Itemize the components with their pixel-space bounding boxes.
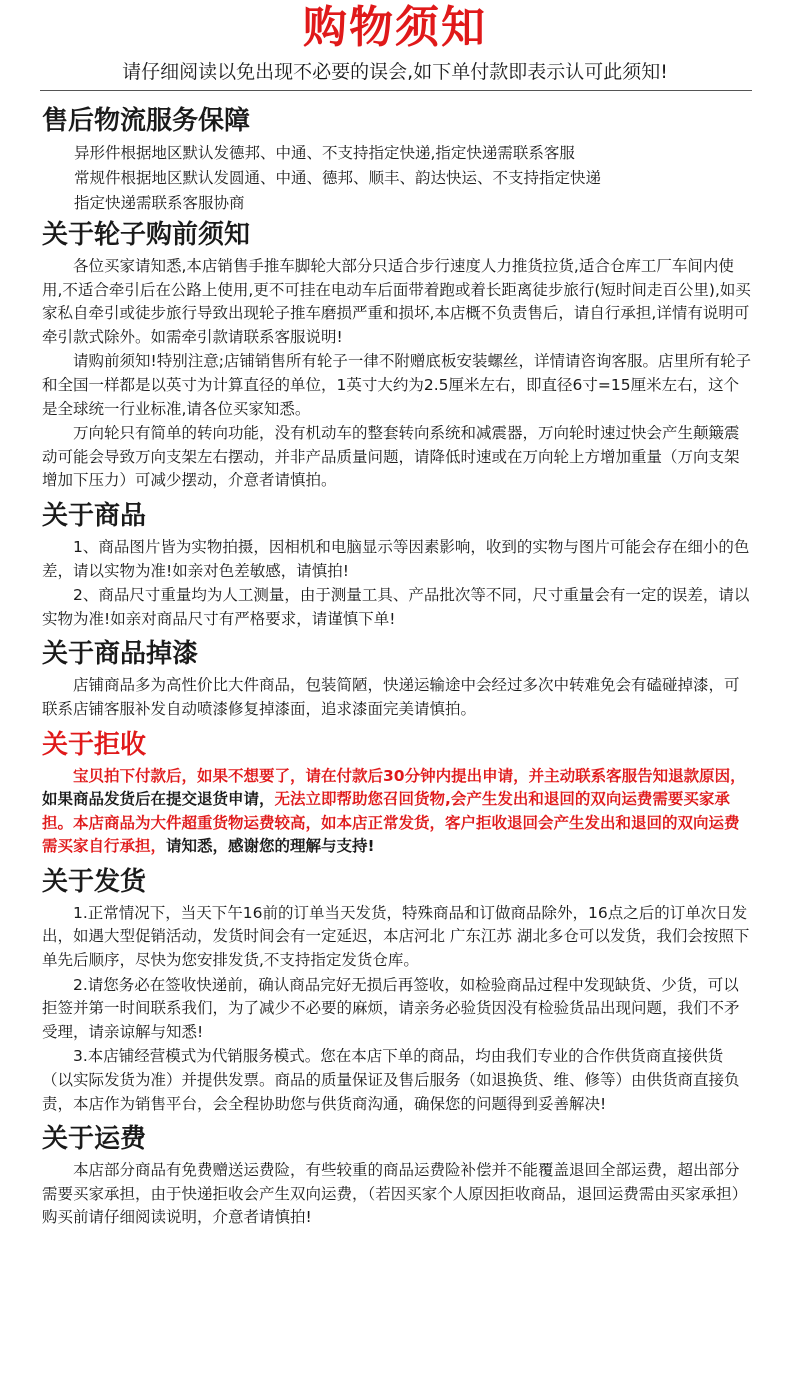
section-wheels-notice — [42, 216, 754, 493]
section-products — [42, 497, 754, 631]
page-subtitle: 请仔细阅读以免出现不必要的误会,如下单付款即表示认可此须知! — [122, 61, 668, 83]
rejection-paragraph — [42, 765, 754, 859]
section-heading: 售后物流服务保障 — [42, 106, 251, 136]
divider — [40, 90, 752, 91]
paragraph: 本店部分商品有免费赠送运费险，有些较重的商品运费险补偿并不能覆盖退回全部运费，超出部分需要买家承担，由于快递拒收会产生双向运费，（若因买家个人原因拒收商品，退回运费需由买家承担）购买前请仔细阅读说明，介意者请慎拍! — [42, 1161, 748, 1227]
paragraph: 2、商品尺寸重量均为人工测量，由于测量工具、产品批次等不同，尺寸重量会有一定的误差，请以实物为准!如亲对商品尺寸有严格要求，请谨慎下单! — [42, 586, 750, 628]
section-heading: 关于发货 — [42, 866, 147, 897]
section-rejection — [42, 726, 754, 859]
section-shipping — [42, 863, 754, 1116]
section-after-sales-logistics — [42, 102, 754, 215]
rejection-text: 如果商品发货后在提交退货申请， — [42, 790, 275, 809]
rejection-text: 请知悉，感谢您的理解与支持! — [166, 837, 375, 856]
rejection-text-red: 无法立即帮助您召回货物,会产生发出和退回的双向运费需要买家承担。本店商品为大件超重货物运费较高，如本店正常发货，客户拒收退回会产生发出和退回的双向运费需买家自行承担， — [42, 790, 740, 856]
section-paint-chipping — [42, 635, 754, 721]
paragraph: 3.本店铺经营模式为代销服务模式。您在本店下单的商品，均由我们专业的合作供货商直接供货（以实际发货为准）并提供发票。商品的质量保证及售后服务（如退换货、维、修等）由供货商直接负责，本店作为销售平台，会全程协助您与供货商沟通，确保您的问题得到妥善解决! — [42, 1047, 740, 1113]
paragraph: 异形件根据地区默认发德邦、中通、不支持指定快递,指定快递需联系客服 — [74, 144, 575, 162]
section-heading: 关于运费 — [42, 1124, 147, 1155]
paragraph: 1.正常情况下，当天下午16前的订单当天发货，特殊商品和订做商品除外，16点之后的订单次日发出，如遇大型促销活动，发货时间会有一定延迟，本店河北 广东江苏 湖北多仓可以发货，我们会按照下单先后顺序，尽快为您安排发货,不支持指定发货仓库。 — [42, 903, 750, 970]
paragraph: 各位买家请知悉,本店销售手推车脚轮大部分只适合步行速度人力推货拉货,适合仓库工厂车间内使用,不适合牵引后在公路上使用,更不可挂在电动车后面带着跑或着长距离徒步旅行(短时间走百公里),如买家私自牵引或徒步旅行导致出现轮子推车磨损严重和损坏,本店概不负责售后，请自行承担,详情有说明可牵引款式除外。如需牵引款请联系客服说明! — [42, 257, 751, 346]
section-heading-red: 关于拒收 — [42, 729, 147, 760]
paragraph: 万向轮只有简单的转向功能，没有机动车的整套转向系统和减震器，万向轮时速过快会产生颠簸震动可能会导致万向支架左右摆动，并非产品质量问题，请降低时速或在万向轮上方增加重量（万向支架增加下压力）可减少摆动，介意者请慎拍。 — [42, 424, 740, 490]
paragraph: 常规件根据地区默认发圆通、中通、德邦、顺丰、韵达快运、不支持指定快递 — [74, 169, 602, 187]
rejection-text-red: 宝贝拍下付款后，如果不想要了，请在付款后30分钟内提出申请，并主动联系客服告知退款原因， — [73, 766, 746, 785]
section-heading: 关于轮子购前须知 — [42, 220, 251, 250]
section-freight — [42, 1120, 754, 1230]
section-heading: 关于商品 — [42, 500, 147, 531]
notice-content — [42, 100, 754, 1231]
paragraph: 请购前须知!特别注意;店铺销售所有轮子一律不附赠底板安装螺丝，详情请咨询客服。店里所有轮子和全国一样都是以英寸为计算直径的单位，1英寸大约为2.5厘米左右，即直径6寸=15厘米左右，这个是全球统一行业标准,请各位买家知悉。 — [42, 352, 751, 418]
section-heading: 关于商品掉漆 — [42, 639, 199, 670]
paragraph: 店铺商品多为高性价比大件商品，包装简陋，快递运输途中会经过多次中转难免会有磕碰掉漆，可联系店铺客服补发自动喷漆修复掉漆面，追求漆面完美请慎拍。 — [42, 676, 740, 718]
paragraph: 指定快递需联系客服协商 — [74, 194, 245, 212]
page-title: 购物须知 — [303, 2, 487, 53]
paragraph: 1、商品图片皆为实物拍摄，因相机和电脑显示等因素影响，收到的实物与图片可能会存在细小的色差，请以实物为准!如亲对色差敏感，请慎拍! — [42, 537, 750, 580]
paragraph: 2.请您务必在签收快递前，确认商品完好无损后再签收，如检验商品过程中发现缺货、少货，可以拒签并第一时间联系我们，为了减少不必要的麻烦，请亲务必验货因没有检验货品出现问题，我们不矛受理，请亲谅解与知悉! — [42, 975, 740, 1041]
